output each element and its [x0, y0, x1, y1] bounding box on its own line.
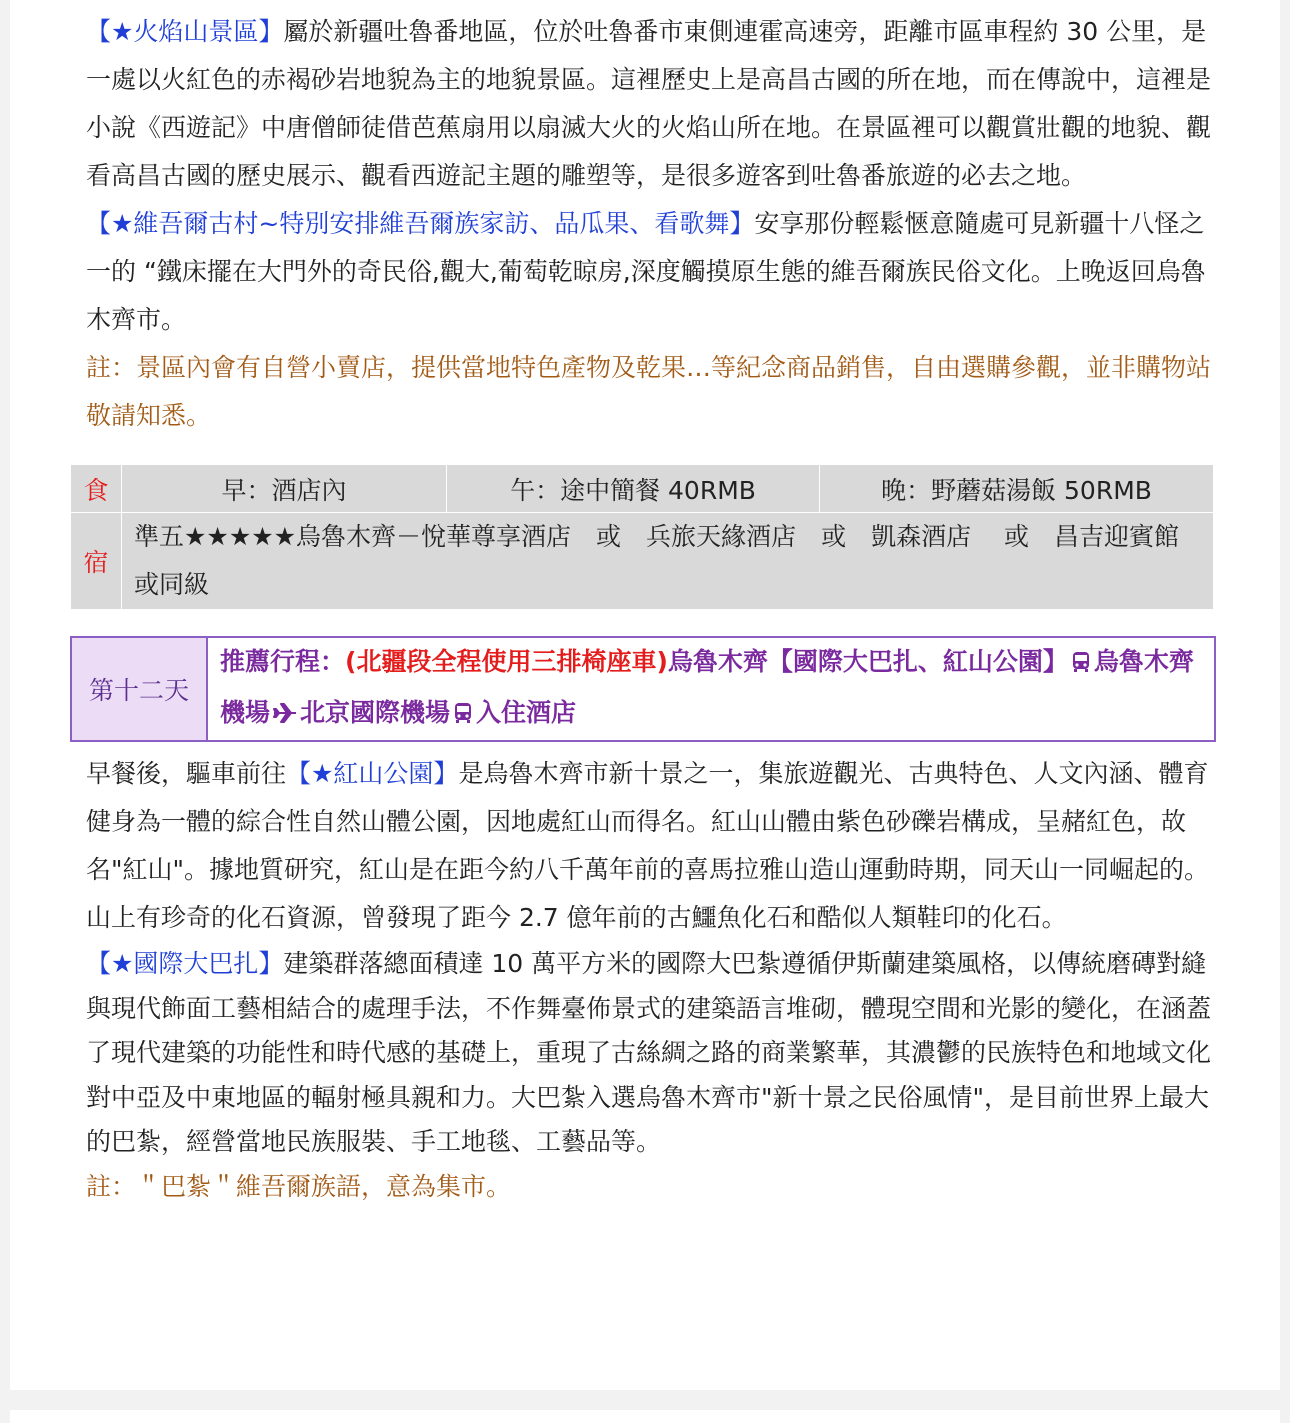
- uyghur-village-highlight: 【★維吾爾古村~特別安排維吾爾族家訪、品瓜果、看歌舞】: [86, 209, 755, 238]
- day-12-route-part3: 北京國際機場: [300, 698, 451, 727]
- flaming-mountain-highlight: 【★火焰山景區】: [86, 17, 284, 46]
- hongshan-park-paragraph: [86, 750, 1216, 942]
- itinerary-card: [10, 0, 1280, 1390]
- breakfast-cell: 早：酒店內: [122, 465, 447, 513]
- next-card-edge: [10, 1410, 1280, 1423]
- flaming-mountain-paragraph: [86, 8, 1216, 200]
- uyghur-village-paragraph: [86, 200, 1216, 344]
- bus-icon: [1071, 641, 1091, 689]
- meals-row: [71, 465, 1214, 513]
- flaming-mountain-text: 屬於新疆吐魯番地區，位於吐魯番市東側連霍高速旁，距離市區車程約 30 公里，是一處以火紅色的赤褐砂岩地貌為主的地貌景區。這裡歷史上是高昌古國的所在地，而在傳說中，這裡是小說《西遊記》中唐僧師徒借芭蕉扇用以扇滅大火的火焰山所在地。在景區裡可以觀賞壯觀的地貌、觀看高昌古國的歷史展示、觀看西遊記主題的雕塑等，是很多遊客到吐魯番旅遊的必去之地。: [86, 17, 1212, 190]
- day-12-label: 第十二天: [71, 637, 207, 741]
- lodging-hotels: 準五★★★★★烏魯木齊－悅華尊享酒店 或 兵旅天緣酒店 或 凱森酒店 或 昌吉迎賓館或同級: [122, 513, 1214, 610]
- day-12-title: [207, 637, 1215, 741]
- bus-icon-2: [453, 692, 473, 740]
- dinner-cell: 晚：野蘑菇湯飯 50RMB: [820, 465, 1214, 513]
- day-12-route-part1: 烏魯木齊【國際大巴扎、紅山公園】: [667, 647, 1068, 676]
- itinerary-content: [83, 8, 1216, 1209]
- shopping-note: 註：景區內會有自營小賣店，提供當地特色產物及乾果…等紀念商品銷售，自由選購參觀，並非購物站敬請知悉。: [86, 353, 1212, 430]
- lunch-cell: 午：途中簡餐 40RMB: [447, 465, 820, 513]
- day-12-header: [70, 636, 1216, 742]
- grand-bazaar-highlight: 【★國際大巴扎】: [86, 949, 284, 978]
- uyghur-village-text: 安享那份輕鬆愜意隨處可見新疆十八怪之一的 “鐵床擺在大門外的奇民俗,觀大,葡萄乾晾房,深度觸摸原生態的維吾爾族民俗文化。上晚返回烏魯木齊市。: [86, 209, 1206, 334]
- day-12-route-part4: 入住酒店: [476, 698, 577, 727]
- airplane-icon: [273, 692, 297, 740]
- hongshan-text: 是烏魯木齊市新十景之一，集旅遊觀光、古典特色、人文內涵、體育健身為一體的綜合性自然山體公園，因地處紅山而得名。紅山山體由紫色砂礫岩構成，呈赭紅色，故名"紅山"。據地質研究，紅山是在距今約八千萬年前的喜馬拉雅山造山運動時期，同天山一同崛起的。山上有珍奇的化石資源，曾發現了距今 2.7 億年前的古鱷魚化石和酷似人類鞋印的化石。: [86, 759, 1210, 932]
- day-12-title-prefix: 推薦行程：: [220, 647, 346, 676]
- hongshan-highlight: 【★紅山公園】: [286, 759, 459, 788]
- day-12-route-part2: 烏魯木齊機場: [220, 647, 1194, 727]
- grand-bazaar-text: 建築群落總面積達 10 萬平方米的國際大巴紮遵循伊斯蘭建築風格，以傳統磨磚對縫與現代飾面工藝相結合的處理手法，不作舞臺佈景式的建築語言堆砌，體現空間和光影的變化，在涵蓋了現代建築的功能性和時代感的基礎上，重現了古絲綢之路的商業繁華，其濃鬱的民族特色和地域文化對中亞及中東地區的輻射極具親和力。大巴紮入選烏魯木齊市"新十景之民俗風情"，是目前世界上最大的巴紮，經營當地民族服裝、手工地毯、工藝品等。: [86, 949, 1212, 1156]
- grand-bazaar-paragraph: [86, 942, 1216, 1165]
- day-12-vehicle-note: (北疆段全程使用三排椅座車): [345, 647, 668, 676]
- lodging-label: 宿: [71, 513, 122, 610]
- lodging-row: [71, 513, 1214, 610]
- bazaar-note: 註：＂巴紮＂維吾爾族語，意為集市。: [86, 1171, 512, 1201]
- meals-lodging-table: [70, 464, 1214, 610]
- hongshan-lead: 早餐後，驅車前往: [86, 759, 287, 788]
- meals-label: 食: [71, 465, 122, 513]
